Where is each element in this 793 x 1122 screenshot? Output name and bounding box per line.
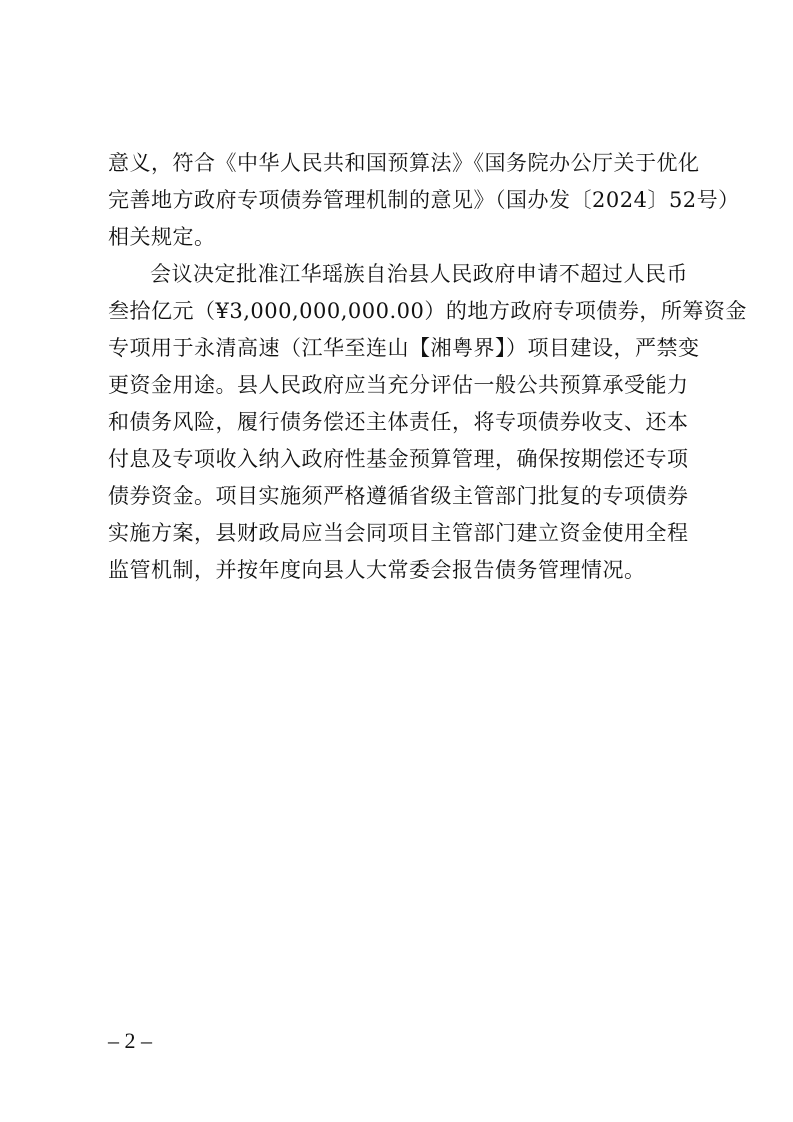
text-line: 会议决定批准江华瑶族自治县人民政府申请不超过人民币 (150, 262, 688, 286)
text-line: 和债务风险，履行债务偿还主体责任，将专项债券收支、还本 (108, 410, 689, 434)
text-line: 付息及专项收入纳入政府性基金预算管理，确保按期偿还专项 (108, 447, 689, 471)
text-line: 专项用于永清高速（江华至连山【湘粤界】）项目建设，严禁变 (108, 336, 700, 360)
text-line: 实施方案，县财政局应当会同项目主管部门建立资金使用全程 (108, 521, 689, 545)
text-line: 相关规定。 (108, 225, 216, 249)
text-line: 意义，符合《中华人民共和国预算法》《国务院办公厅关于优化 (108, 151, 700, 175)
text-line: 叁拾亿元（¥3,000,000,000.00）的地方政府专项债券，所筹资金 (108, 299, 747, 323)
page-number: – 2 – (108, 1028, 152, 1053)
text-line: 监管机制，并按年度向县人大常委会报告债务管理情况。 (108, 558, 646, 582)
text-line: 债券资金。项目实施须严格遵循省级主管部门批复的专项债券 (108, 484, 689, 508)
text-line: 完善地方政府专项债券管理机制的意见》（国办发〔2024〕52号） (108, 188, 740, 212)
text-line: 更资金用途。县人民政府应当充分评估一般公共预算承受能力 (108, 373, 689, 397)
